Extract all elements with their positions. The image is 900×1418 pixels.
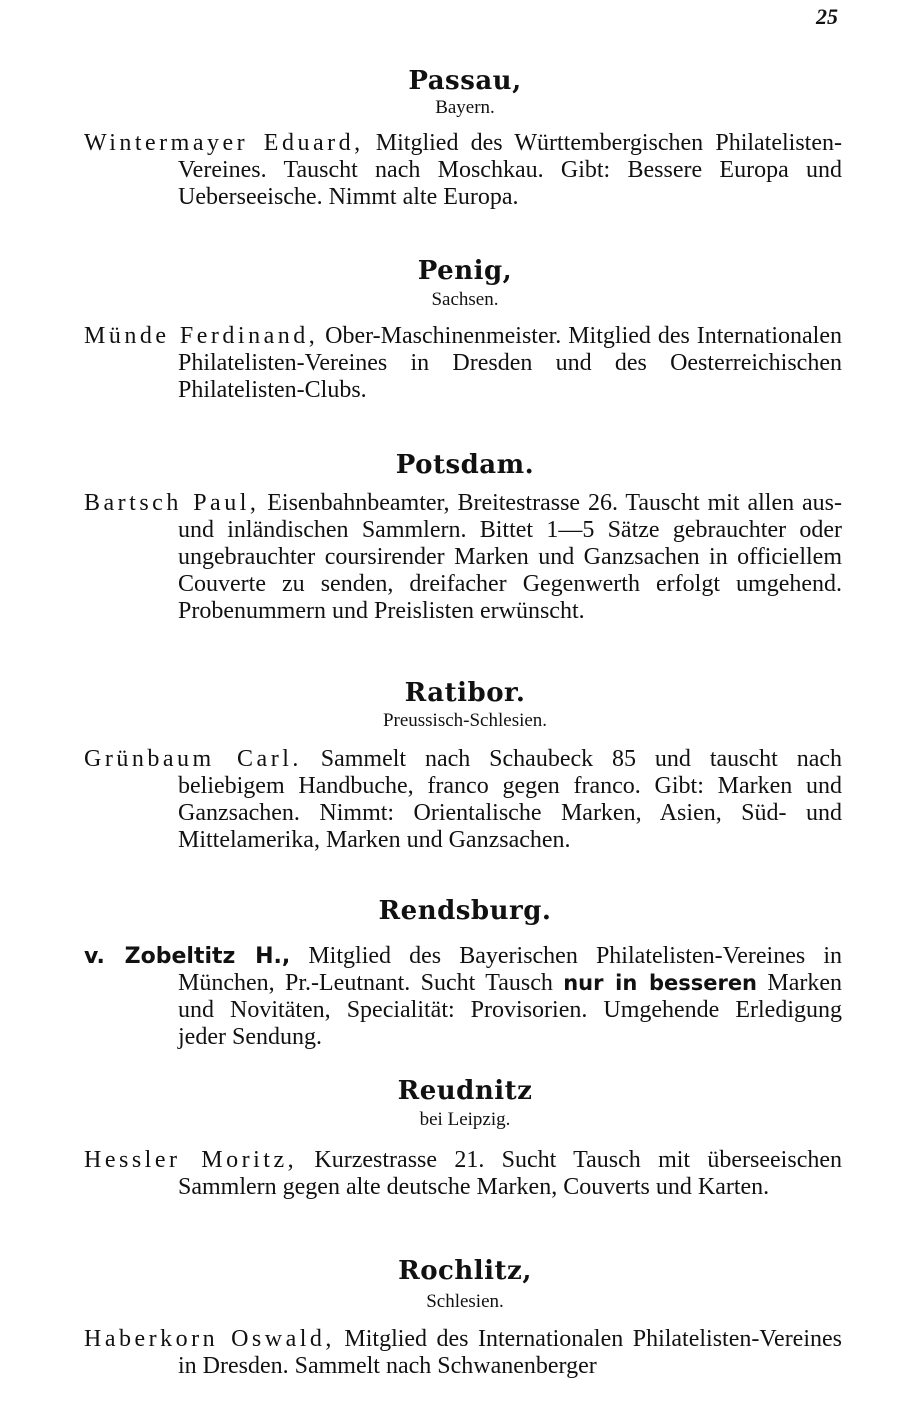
city-heading-passau: Passau, [408, 66, 522, 96]
member-name: Grünbaum Carl. [84, 746, 302, 772]
member-description: Mitglied des Internationalen Philatelisten-Vereines in Dresden. Sammelt nach Schwanenberger [178, 1326, 842, 1379]
member-name: Hessler Moritz, [84, 1147, 298, 1173]
city-heading-rochlitz: Rochlitz, [398, 1256, 532, 1286]
region-subheading-rochlitz: Schlesien. [426, 1291, 504, 1312]
member-entry-bartsch [84, 490, 842, 625]
member-name: Wintermayer Eduard, [84, 130, 364, 156]
member-description: Ober-Maschinenmeister. Mitglied des Internationalen Philatelisten-Vereines in Dresden und des Oesterreichischen Philatelisten-Clubs. [178, 323, 843, 403]
member-entry-muende [84, 323, 842, 404]
city-heading-reudnitz: Reudnitz [397, 1076, 533, 1106]
city-heading-potsdam: Potsdam. [395, 450, 535, 480]
member-entry-hessler [84, 1147, 842, 1201]
region-subheading-reudnitz: bei Leipzig. [419, 1109, 511, 1130]
member-name: Münde Ferdinand, [84, 323, 319, 349]
region-subheading-passau: Bayern. [435, 97, 495, 118]
region-subheading-ratibor: Preussisch-Schlesien. [382, 710, 548, 731]
member-entry-gruenbaum [84, 746, 842, 854]
city-heading-rendsburg: Rendsburg. [378, 896, 552, 926]
region-subheading-penig: Sachsen. [431, 289, 499, 310]
member-description: Mitglied des Württembergischen Philatelisten-Vereines. Tauscht nach Moschkau. Gibt: Bessere Europa und Ueberseeische. Nimmt alte Europa. [178, 130, 842, 210]
member-description: Sammelt nach Schaubeck 85 und tauscht nach beliebigem Handbuche, franco gegen franco. Gibt: Marken und Ganzsachen. Nimmt: Orientalische Marken, Asien, Süd- und Mittelamerika, Marken und Ganzsachen. [178, 746, 842, 853]
member-name: v. Zobeltitz H., [84, 944, 291, 969]
member-name: Haberkorn Oswald, [84, 1326, 335, 1352]
member-description-start: Mitglied des Bayerischen Philatelisten-Vereines in München, Pr.-Leutnant. Sucht Tausch [178, 943, 842, 996]
city-heading-ratibor: Ratibor. [404, 678, 526, 708]
member-entry-zobeltitz [84, 943, 842, 1051]
member-name: Bartsch Paul, [84, 490, 260, 516]
member-entry-wintermayer [84, 130, 842, 211]
city-heading-penig: Penig, [417, 256, 513, 286]
member-entry-haberkorn [84, 1326, 842, 1380]
page-number: 25 [816, 4, 838, 29]
member-description: Marken und Novitäten, Specialität: Provisorien. Umgehende Erledigung jeder Sendung. [178, 970, 843, 1050]
member-description: Eisenbahnbeamter, Breitestrasse 26. Tauscht mit allen aus- und inländischen Sammlern. Bittet 1—5 Sätze gebrauchter oder ungebrauchter coursirender Marken und Ganzsachen in officiellem Couverte zu senden, dreifacher Gegenwerth erfolgt umgehend. Probenummern und Preislisten erwünscht. [178, 490, 842, 624]
member-description: Kurzestrasse 21. Sucht Tausch mit überseeischen Sammlern gegen alte deutsche Marken, Couverts und Karten. [178, 1147, 842, 1200]
member-description-emphasis: nur in besseren [563, 971, 758, 995]
